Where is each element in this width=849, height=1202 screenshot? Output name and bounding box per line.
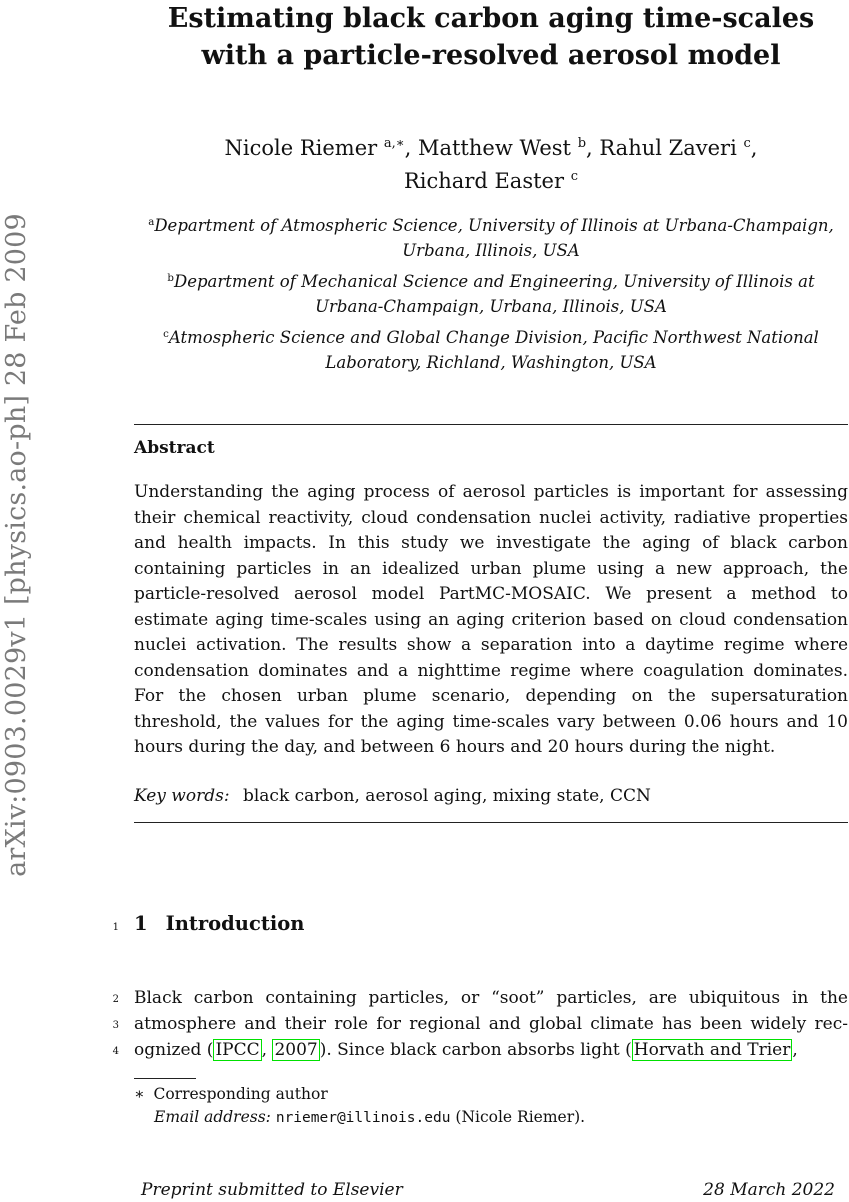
keywords xyxy=(134,784,848,808)
author-list xyxy=(134,132,848,198)
affiliation-a xyxy=(134,213,848,263)
section-heading xyxy=(134,911,304,937)
citation-ipcc[interactable]: IPCC xyxy=(215,1040,260,1060)
footnote-text: Corresponding author xyxy=(153,1085,328,1103)
author-name: Rahul Zaveri xyxy=(599,136,737,160)
email-owner: (Nicole Riemer). xyxy=(455,1108,586,1126)
footer-preprint: Preprint submitted to Elsevier xyxy=(141,1180,403,1200)
author-name: Richard Easter xyxy=(403,169,565,193)
affil-line: Urbana, Illinois, USA xyxy=(402,241,580,260)
affil-line: Laboratory, Richland, Washington, USA xyxy=(325,353,657,372)
footnote-mark: ∗ xyxy=(134,1085,145,1103)
affil-mark: a xyxy=(148,216,155,228)
citation-2007[interactable]: 2007 xyxy=(274,1040,318,1060)
affiliation-b xyxy=(134,269,848,319)
affiliation-c xyxy=(134,325,848,375)
keywords-value: black carbon, aerosol aging, mixing state, CCN xyxy=(242,786,651,806)
keywords-label: Key words: xyxy=(134,786,230,806)
section-title: Introduction xyxy=(165,912,305,935)
title-line-1: Estimating black carbon aging time-scales xyxy=(167,3,815,34)
author-affil-mark: c xyxy=(743,136,751,152)
affil-line: Department of Atmospheric Science, University of Illinois at Urbana-Champaign, xyxy=(154,216,834,235)
arxiv-id: arXiv:0903.0029v1 [physics.ao-ph] 28 Feb 2009 xyxy=(1,213,32,877)
intro-line-4 xyxy=(134,1037,848,1063)
line-number: 3 xyxy=(112,1020,119,1031)
line-number: 4 xyxy=(112,1046,119,1057)
author-name: Nicole Riemer xyxy=(224,136,378,160)
intro-text: ). Since black carbon absorbs light ( xyxy=(319,1040,632,1060)
affil-mark: b xyxy=(167,272,174,284)
email-address[interactable]: nriemer@illinois.edu xyxy=(275,1110,451,1126)
abstract-bottom-rule xyxy=(134,822,848,823)
intro-text: ognized ( xyxy=(134,1040,214,1060)
intro-line-2: Black carbon containing particles, or “soot” particles, are ubiquitous in the xyxy=(134,988,848,1008)
arxiv-sidebar xyxy=(0,160,34,930)
author-affil-mark: a,∗ xyxy=(383,136,405,152)
abstract-top-rule xyxy=(134,424,848,425)
paper-title xyxy=(134,0,848,74)
email-label: Email address: xyxy=(154,1108,271,1126)
author-line-1: Nicole Riemer $^{a,∗}$, Matthew West $^b$, Rahul Zaveri $^c$, xyxy=(224,136,758,160)
line-number: 1 xyxy=(112,922,119,933)
author-affil-mark: b xyxy=(577,136,587,152)
citation-horvath-trier[interactable]: Horvath and Trier xyxy=(633,1040,791,1060)
author-line-2 xyxy=(134,165,848,198)
footer-date: 28 March 2022 xyxy=(703,1180,835,1200)
section-number: 1 xyxy=(134,912,148,935)
author-name: Matthew West xyxy=(417,136,571,160)
line-number: 2 xyxy=(112,994,119,1005)
footnote-email xyxy=(154,1106,585,1130)
affil-mark: c xyxy=(163,328,169,340)
author-affil-mark: c xyxy=(570,169,578,185)
abstract-text: Understanding the aging process of aerosol particles is important for assessing their chemical reactivity, cloud condensation nuclei activity, radiative properties and health impacts. In this study we investigate the aging of black carbon containing particles in an idealized urban plume using a new approach, the particle-resolved aerosol model PartMC-MOSAIC. We present a method to estimate aging time-scales using an aging criterion based on cloud condensation nuclei activation. The results show a separation into a daytime regime where condensation dominates and a nighttime regime where coagulation dominates. For the chosen urban plume scenario, depending on the supersaturation threshold, the values for the aging time-scales vary between 0.06 hours and 10 hours during the day, and between 6 hours and 20 hours during the night. xyxy=(134,482,848,757)
intro-line-3: atmosphere and their role for regional and global climate has been widely rec- xyxy=(134,1014,848,1034)
affil-line: Department of Mechanical Science and Engineering, University of Illinois at xyxy=(173,272,815,291)
affil-line: Urbana-Champaign, Urbana, Illinois, USA xyxy=(315,297,667,316)
title-line-2: with a particle-resolved aerosol model xyxy=(201,40,781,71)
intro-text: , xyxy=(792,1040,798,1060)
footnote-corresponding xyxy=(134,1083,328,1106)
footnote-rule xyxy=(134,1078,196,1079)
abstract-heading: Abstract xyxy=(134,438,215,458)
affil-line: Atmospheric Science and Global Change Division, Pacific Northwest National xyxy=(168,328,819,347)
intro-text: , xyxy=(261,1040,273,1060)
